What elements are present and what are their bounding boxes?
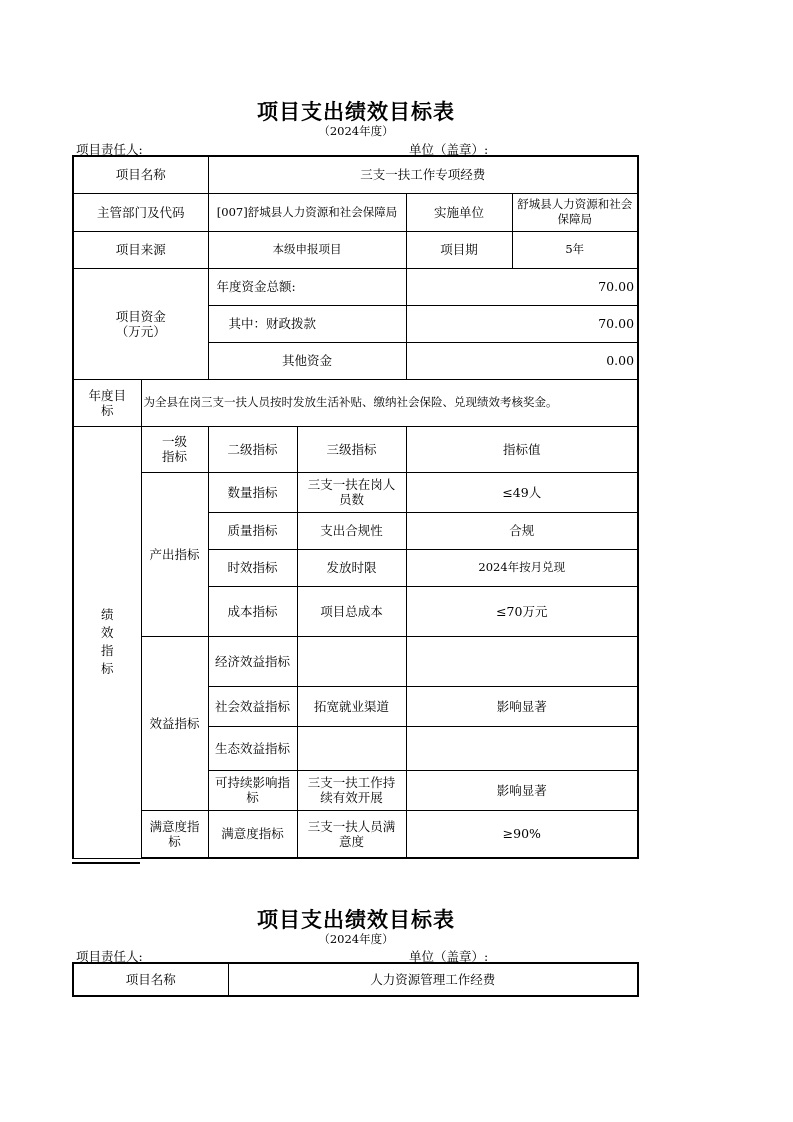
source-label: 项目来源 xyxy=(73,231,208,268)
indicator-value: 影响显著 xyxy=(406,686,638,726)
page-title: 项目支出绩效目标表 xyxy=(257,100,455,124)
indicator-value: 影响显著 xyxy=(406,770,638,810)
indicator-level2: 时效指标 xyxy=(208,549,297,586)
performance-target-table-2 xyxy=(72,962,639,997)
indicator-value: ≤70万元 xyxy=(406,586,638,636)
header-level3: 三级指标 xyxy=(297,426,406,472)
indicator-level2: 经济效益指标 xyxy=(208,636,297,686)
indicator-value: ≤49人 xyxy=(406,472,638,512)
indicator-level2: 成本指标 xyxy=(208,586,297,636)
satisfaction-indicator-label: 满意度指标 xyxy=(141,810,208,858)
impl-value: 舒城县人力资源和社会保障局 xyxy=(512,193,638,231)
indicator-level3 xyxy=(297,726,406,770)
indicator-level2: 生态效益指标 xyxy=(208,726,297,770)
indicator-level3: 拓宽就业渠道 xyxy=(297,686,406,726)
indicator-level3: 三支一扶在岗人员数 xyxy=(297,472,406,512)
header-level2: 二级指标 xyxy=(208,426,297,472)
fund-fiscal-value: 70.00 xyxy=(406,305,638,342)
fund-other-label: 其他资金 xyxy=(208,342,406,379)
fund-other-value: 0.00 xyxy=(406,342,638,379)
responsible-label: 项目责任人: xyxy=(76,142,143,157)
indicator-value xyxy=(406,726,638,770)
goal-label: 年度目标 xyxy=(73,379,141,426)
fund-total-value: 70.00 xyxy=(406,268,638,305)
project-name-label: 项目名称 xyxy=(73,156,208,193)
period-value: 5年 xyxy=(512,231,638,268)
impl-label: 实施单位 xyxy=(406,193,512,231)
header-level1: 一级指标 xyxy=(141,426,208,472)
indicator-level3: 三支一扶工作持续有效开展 xyxy=(297,770,406,810)
indicator-level2: 数量指标 xyxy=(208,472,297,512)
table-bottom-border xyxy=(72,862,140,864)
indicator-level3 xyxy=(297,636,406,686)
goal-text: 为全县在岗三支一扶人员按时发放生活补贴、缴纳社会保险、兑现绩效考核奖金。 xyxy=(141,379,638,426)
responsible-label-2: 项目责任人: xyxy=(76,949,143,964)
indicator-level2: 可持续影响指标 xyxy=(208,770,297,810)
indicator-level3: 支出合规性 xyxy=(297,512,406,549)
period-label: 项目期 xyxy=(406,231,512,268)
fund-total-label: 年度资金总额: xyxy=(208,268,406,305)
project-name-value: 人力资源管理工作经费 xyxy=(228,963,638,996)
performance-target-table xyxy=(72,155,639,859)
indicator-value: 2024年按月兑现 xyxy=(406,549,638,586)
indicator-level2: 满意度指标 xyxy=(208,810,297,858)
indicator-value: 合规 xyxy=(406,512,638,549)
indicator-level2: 社会效益指标 xyxy=(208,686,297,726)
indicator-value: ≥90% xyxy=(406,810,638,858)
project-name-label: 项目名称 xyxy=(73,963,228,996)
indicator-value xyxy=(406,636,638,686)
year-subtitle-2: （2024年度） xyxy=(318,932,394,946)
page-title-2: 项目支出绩效目标表 xyxy=(257,908,455,932)
source-value: 本级申报项目 xyxy=(208,231,406,268)
indicator-level3: 三支一扶人员满意度 xyxy=(297,810,406,858)
unit-label-2: 单位（盖章）: xyxy=(409,949,489,964)
indicator-level3: 发放时限 xyxy=(297,549,406,586)
indicator-level2: 质量指标 xyxy=(208,512,297,549)
benefit-indicator-label: 效益指标 xyxy=(141,636,208,810)
project-name-value: 三支一扶工作专项经费 xyxy=(208,156,638,193)
perf-indicator-label: 绩效指标 xyxy=(73,426,141,858)
fund-label: 项目资金（万元） xyxy=(73,268,208,379)
dept-label: 主管部门及代码 xyxy=(73,193,208,231)
dept-value: [007]舒城县人力资源和社会保障局 xyxy=(208,193,406,231)
indicator-level3: 项目总成本 xyxy=(297,586,406,636)
unit-label: 单位（盖章）: xyxy=(409,142,489,157)
header-value: 指标值 xyxy=(406,426,638,472)
output-indicator-label: 产出指标 xyxy=(141,472,208,636)
fund-fiscal-label: 其中：财政拨款 xyxy=(208,305,406,342)
year-subtitle: （2024年度） xyxy=(318,124,394,138)
